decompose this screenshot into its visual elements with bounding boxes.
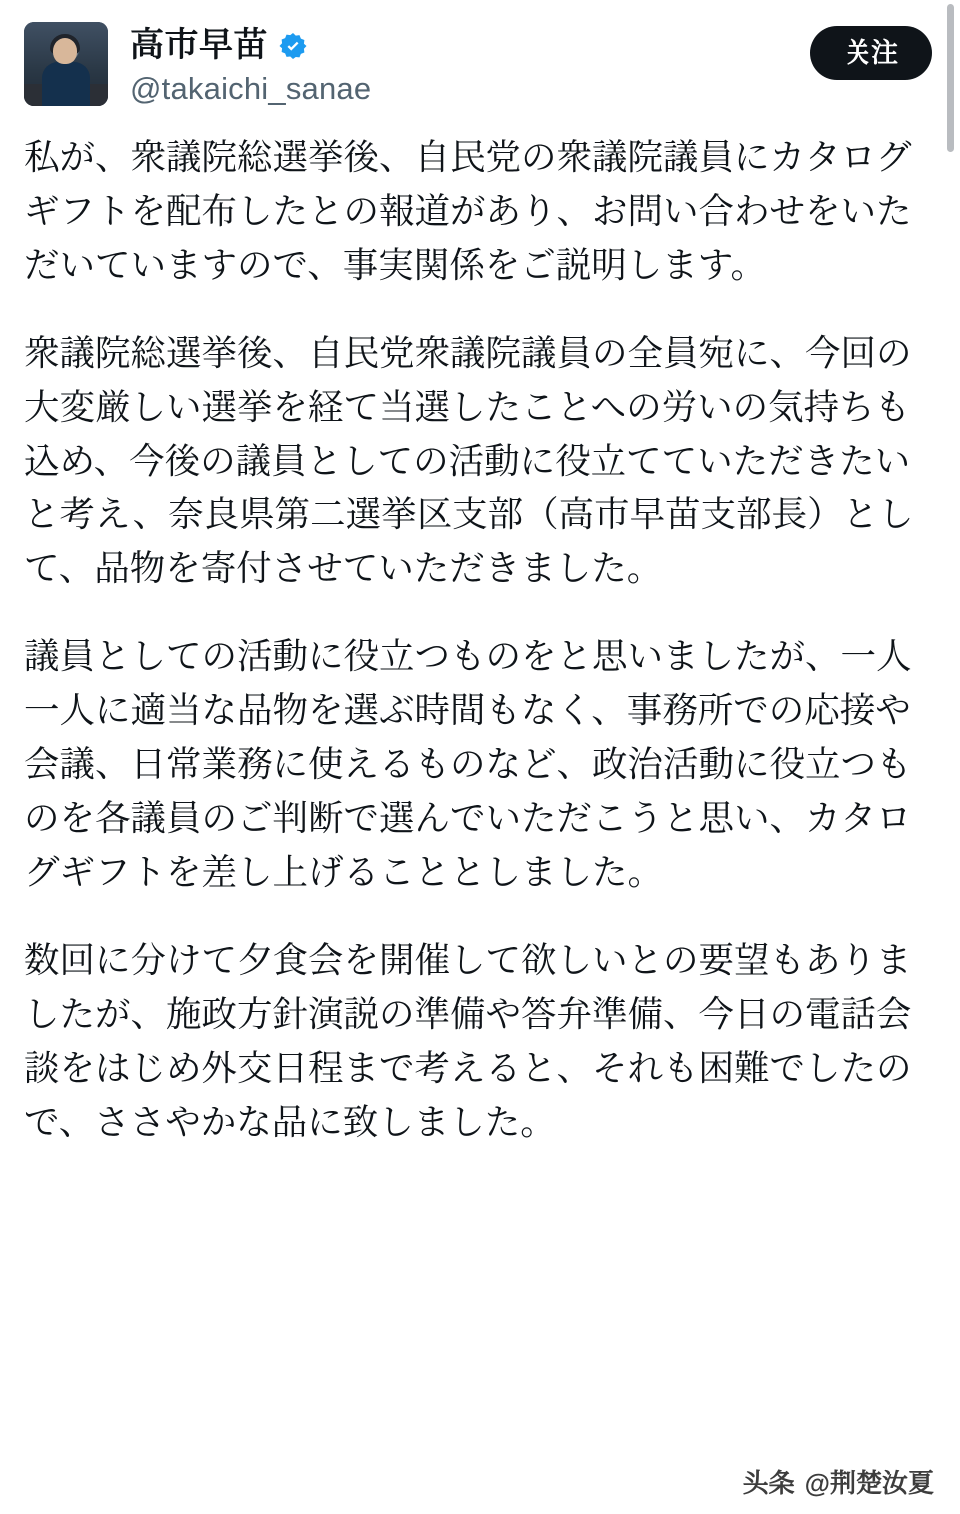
account-name-block <box>130 22 371 107</box>
avatar-body <box>42 62 90 106</box>
watermark-logo: 头条 <box>742 1468 795 1498</box>
follow-button[interactable]: 关注 <box>810 26 932 80</box>
tweet-paragraph: 衆議院総選挙後、自民党衆議院議員の全員宛に、今回の大変厳しい選挙を経て当選したことへの労いの気持ちも込め、今後の議員としての活動に役立てていただきたいと考え、奈良県第二選挙区支部（高市早苗支部長）として、品物を寄付させていただきました。 <box>24 332 914 590</box>
scrollbar-thumb[interactable] <box>947 4 954 152</box>
scrollbar-track[interactable] <box>950 0 957 1514</box>
tweet-paragraph: 私が、衆議院総選挙後、自民党の衆議院議員にカタログギフトを配布したとの報道があり、お問い合わせをいただいていますので、事実関係をご説明します。 <box>24 136 912 286</box>
account-handle[interactable]: @takaichi_sanae <box>130 71 372 107</box>
tweet-header <box>0 0 960 113</box>
tweet-body <box>0 113 960 1150</box>
display-name[interactable]: 高市早苗 <box>130 26 268 64</box>
tweet-paragraph: 数回に分けて夕食会を開催して欲しいとの要望もありましたが、施政方針演説の準備や答弁準備、今日の電話会談をはじめ外交日程まで考えると、それも困難でしたので、ささやかな品に致しました。 <box>24 940 912 1143</box>
avatar[interactable] <box>24 22 108 106</box>
tweet-paragraph: 議員としての活動に役立つものをと思いましたが、一人一人に適当な品物を選ぶ時間もなく、事務所での応接や会議、日常業務に使えるものなど、政治活動に役立つものを各議員のご判断で選んでいただこうと思い、カタログギフトを差し上げることとしました。 <box>24 636 912 894</box>
avatar-head <box>53 38 77 64</box>
verified-badge-icon <box>278 31 308 61</box>
watermark-author: @荆楚汝夏 <box>804 1468 934 1498</box>
display-name-row <box>130 26 371 65</box>
watermark <box>743 1463 934 1500</box>
